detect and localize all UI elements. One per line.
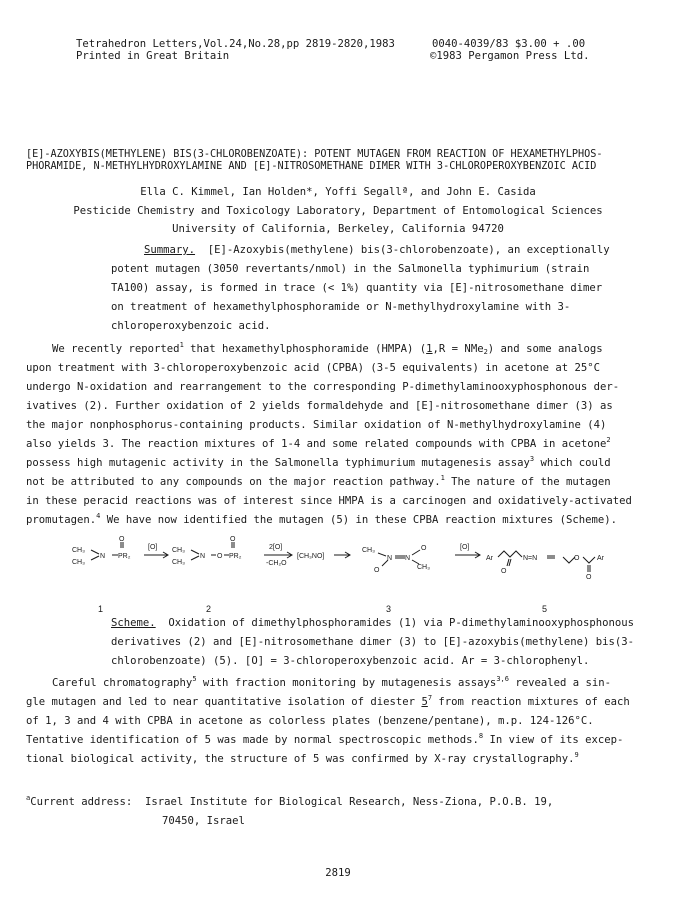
para1-line-2: upon treatment with 3-chloroperoxybenzoic acid (CPBA) (3-5 equivalents) in acetone at 25°C <box>26 362 601 374</box>
para1-text: ,R = NMe <box>432 343 484 355</box>
footnote-marker: a <box>26 794 31 802</box>
reaction-scheme <box>60 532 620 622</box>
caption-line-1 <box>111 617 634 630</box>
summary-line-3: TA100) assay, is formed in trace (< 1%) quantity via [E]-nitrosomethane dimer <box>111 282 603 294</box>
n-atom: N <box>405 555 411 562</box>
para1-text: that hexamethylphosphoramide (HMPA) ( <box>183 343 427 355</box>
bond <box>412 550 420 555</box>
chain-right <box>583 557 595 563</box>
para2-text: Tentative identification of 5 was made by normal spectroscopic methods. <box>26 734 479 746</box>
label-5: 5 <box>542 604 548 614</box>
page-number: 2819 <box>325 867 351 879</box>
summary-text-1: [E]-Azoxybis(methylene) bis(3-chlorobenzoate), an exceptionally <box>207 244 610 256</box>
para1-text: not be attributed to any compounds on the major reaction pathway. <box>26 476 441 488</box>
bond <box>507 559 509 566</box>
p-atom: PR₂ <box>118 553 131 560</box>
o-atom: O <box>374 567 380 574</box>
para1-line-4: ivatives (2). Further oxidation of 2 yields formaldehyde and [E]-nitrosomethane dimer (3) as <box>26 400 613 412</box>
authors: Ella C. Kimmel, Ian Holden*, Yoffi Segallª, and John E. Casida <box>140 186 536 198</box>
footnote-label: Current address: <box>30 796 133 808</box>
ref-1b: 1 <box>440 474 445 482</box>
title-line-2: PHORAMIDE, N-METHYLHYDROXYLAMINE AND [E]-NITROSOMETHANE DIMER WITH 3-CHLOROPEROXYBENZOIC ACID <box>26 161 597 172</box>
affiliation-line-2: University of California, Berkeley, California 94720 <box>172 223 504 235</box>
affiliation-line-1: Pesticide Chemistry and Toxicology Laboratory, Department of Entomological Sciences <box>73 205 603 217</box>
journal-citation: Tetrahedron Letters,Vol.24,No.28,pp 2819-2820,1983 <box>76 38 395 50</box>
summary-line-4: on treatment of hexamethylphosphoramide or N-methylhydroxylamine with 3- <box>111 301 571 313</box>
n-atom: N <box>387 555 393 562</box>
ref-7: 7 <box>427 694 433 702</box>
ch3-label: CH₃ <box>172 547 185 554</box>
para2-text: with fraction monitoring by mutagenesis assays <box>196 677 497 689</box>
para2-text: gle mutagen and led to near quantitative isolation of diester <box>26 696 422 708</box>
o-atom: O <box>119 536 125 543</box>
para2-text: Careful chromatography <box>52 677 193 689</box>
para1-text: We have now identified the mutagen (5) in these CPBA reaction mixtures (Scheme). <box>100 514 618 526</box>
para1-text: also yields 3. The reaction mixtures of 1-4 and some related compounds with CPBA in acetone <box>26 438 607 450</box>
para1-line-8 <box>26 476 611 489</box>
para2-text: revealed a sin- <box>508 677 612 689</box>
byproduct-ch2o: -CH₂O <box>266 560 287 567</box>
para2-text: In view of its excep- <box>483 734 624 746</box>
caption-line-2: derivatives (2) and [E]-nitrosomethane dimer (3) to [E]-azoxybis(methylene) bis(3- <box>111 636 634 648</box>
para1-text: We recently reported <box>52 343 180 355</box>
ref-2: 2 <box>606 436 611 444</box>
reagent-o: [O] <box>148 544 158 551</box>
ref-4: 4 <box>96 512 101 520</box>
n-atom: N <box>100 553 106 560</box>
n-atom: N <box>200 553 206 560</box>
footnote-line-2: 70450, Israel <box>162 815 245 827</box>
ref-3-6: 3,6 <box>496 675 509 683</box>
ref-8: 8 <box>478 732 484 740</box>
ch3-label: CH₃ <box>362 547 375 554</box>
ar-group: Ar <box>597 555 604 562</box>
para2-line-2 <box>26 696 630 709</box>
intermediate: [CH₃NO] <box>297 553 325 560</box>
para2-text: tional biological activity, the structure of 5 was confirmed by X-ray crystallography. <box>26 753 575 765</box>
caption-line-3: chlorobenzoate) (5). [O] = 3-chloroperoxybenzoic acid. Ar = 3-chlorophenyl. <box>111 655 590 667</box>
para1-text: promutagen. <box>26 514 97 526</box>
para1-text: possess high mutagenic activity in the Salmonella typhimurium mutagenesis assay <box>26 457 530 469</box>
para1-text: The nature of the mutagen <box>444 476 611 488</box>
ref-3: 3 <box>529 455 535 463</box>
label-1: 1 <box>98 604 104 614</box>
ar-group: Ar <box>486 555 493 562</box>
ch3-label: CH₃ <box>72 547 85 554</box>
para1-line-7 <box>26 457 611 470</box>
ch3-label: CH₃ <box>417 564 430 571</box>
subscript-2: 2 <box>483 348 488 356</box>
compound-1: 1 <box>426 343 433 355</box>
copyright: ©1983 Pergamon Press Ltd. <box>430 50 590 62</box>
title-line-1: [E]-AZOXYBIS(METHYLENE) BIS(3-CHLOROBENZOATE): POTENT MUTAGEN FROM REACTION OF HEXAMETHYLPHOS- <box>26 149 603 160</box>
o-atom: O <box>217 553 223 560</box>
caption-label: Scheme. <box>111 617 156 629</box>
summary-label: Summary. <box>144 244 196 256</box>
para2-line-3: of 1, 3 and 4 with CPBA in acetone as colorless plates (benzene/pentane), m.p. 124-126°C. <box>26 715 594 727</box>
label-3: 3 <box>386 604 392 614</box>
para1-text: ) and some analogs <box>487 343 603 355</box>
issn-price: 0040-4039/83 $3.00 + .00 <box>432 38 586 50</box>
para1-line-6 <box>26 438 611 451</box>
o-atom: O <box>421 545 427 552</box>
ref-1: 1 <box>179 341 184 349</box>
chain-left <box>498 551 522 557</box>
label-2: 2 <box>206 604 212 614</box>
o-atom: O <box>230 536 236 543</box>
o-atom: O <box>586 574 592 581</box>
caption-text-1: Oxidation of dimethylphosphoramides (1) via P-dimethylaminooxyphosphonous <box>168 617 635 629</box>
para2-line-4 <box>26 734 623 747</box>
bond <box>191 550 199 554</box>
bond <box>378 553 386 556</box>
footnote-line-1 <box>26 796 553 809</box>
o-atom: O <box>501 568 507 575</box>
summary-line-5: chloroperoxybenzoic acid. <box>111 320 271 332</box>
bond <box>91 556 99 560</box>
ch3-label: CH₃ <box>72 559 85 566</box>
ref-5: 5 <box>192 675 197 683</box>
reagent-o: [O] <box>460 544 470 551</box>
ref-9: 9 <box>574 751 579 759</box>
footnote-text-1: Israel Institute for Biological Research, Ness-Ziona, P.O.B. 19, <box>145 796 554 808</box>
para2-text: from reaction mixtures of each <box>432 696 630 708</box>
summary-line-2: potent mutagen (3050 revertants/nmol) in the Salmonella typhimurium (strain <box>111 263 590 275</box>
para1-line-10 <box>26 514 617 527</box>
para1-text: which could <box>534 457 611 469</box>
bond <box>191 556 199 560</box>
reagent-2o: 2[O] <box>269 544 283 551</box>
para2-line-5 <box>26 753 579 766</box>
compound-5: 5 <box>421 696 428 708</box>
p-atom: PR₂ <box>229 553 242 560</box>
para1-line-5: the major nonphosphorus-containing products. Similar oxidation of N-methylhydroxylamine (4) <box>26 419 607 431</box>
bond <box>91 550 99 554</box>
para1-line-3: undergo N-oxidation and rearrangement to the corresponding P-dimethylaminooxyphosphonous der- <box>26 381 620 393</box>
para1-line-1 <box>52 343 603 356</box>
bond <box>509 559 511 566</box>
para2-line-1 <box>52 677 611 690</box>
summary-line-1 <box>144 244 610 257</box>
o-atom: O <box>574 555 580 562</box>
n-n-o: N=N <box>523 555 538 562</box>
ch3-label: CH₃ <box>172 559 185 566</box>
para1-line-9: in these peracid reactions was of interest since HMPA is a carcinogen and oxidatively-activated <box>26 495 632 507</box>
printed-in: Printed in Great Britain <box>76 50 230 62</box>
